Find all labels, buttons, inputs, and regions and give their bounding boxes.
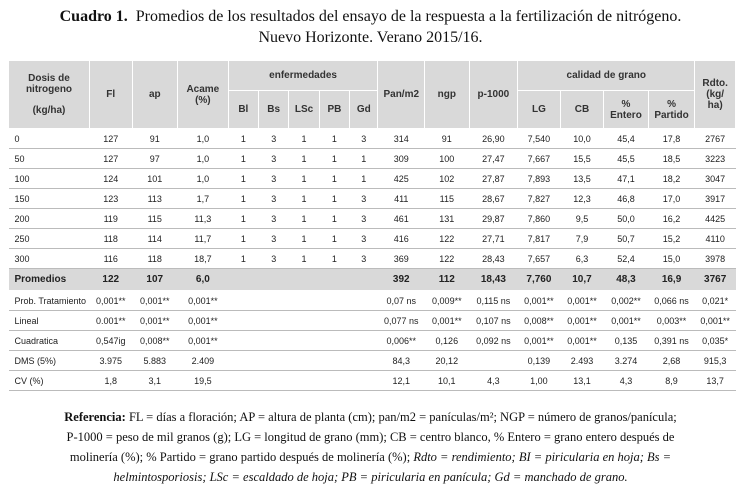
table-cell: 3: [259, 169, 289, 189]
header-entero: % Entero: [604, 91, 649, 129]
reference-line-2: P-1000 = peso de mil granos (g); LG = longitud de grano (mm); CB = centro blanco, % Entero = grano entero después de: [66, 430, 675, 444]
table-cell: 1: [228, 229, 258, 249]
table-cell: 0,001**: [89, 291, 132, 311]
table-cell: 7,657: [518, 249, 561, 269]
table-cell: 0,001**: [178, 311, 229, 331]
table-cell: 1: [350, 149, 378, 169]
caption-title: Promedios de los resultados del ensayo de la respuesta a la fertilización de nitrógeno.: [135, 8, 682, 25]
table-row: [9, 229, 736, 249]
table-row: [9, 169, 736, 189]
table-cell: 1: [228, 209, 258, 229]
table-cell: 15,5: [560, 149, 604, 169]
table-cell: 13,5: [560, 169, 604, 189]
table-cell: [319, 371, 349, 391]
table-cell: 1: [319, 209, 349, 229]
header-fl: Fl: [89, 61, 132, 129]
table-cell: 3: [259, 209, 289, 229]
table-cell: 0,126: [425, 331, 470, 351]
table-cell: 91: [132, 129, 178, 149]
table-cell: 12,3: [560, 189, 604, 209]
table-cell: 0,001**: [560, 331, 604, 351]
table-cell: 1: [319, 149, 349, 169]
table-cell: [350, 269, 378, 291]
stat-row: [9, 351, 736, 371]
table-cell: 3: [259, 129, 289, 149]
table-cell: 4425: [695, 209, 736, 229]
table-cell: 1,00: [518, 371, 561, 391]
table-cell: 116: [89, 249, 132, 269]
table-cell: 416: [378, 229, 425, 249]
table-cell: 7,827: [518, 189, 561, 209]
table-cell: 28,43: [469, 249, 518, 269]
table-cell: 1: [228, 129, 258, 149]
table-cell: 19,5: [178, 371, 229, 391]
table-cell: 8,9: [648, 371, 695, 391]
table-cell: [350, 311, 378, 331]
table-cell: 1: [228, 169, 258, 189]
table-cell: 18,2: [648, 169, 695, 189]
reference-line-3: molinería (%); % Partido = grano partido después de molinería (%); Rdto = rendimiento; BI = piricularia en hoja; Bs =: [69, 450, 672, 464]
table-cell: 0,107 ns: [469, 311, 518, 331]
header-lsc: LSc: [289, 91, 319, 129]
table-cell: 124: [89, 169, 132, 189]
table-cell: 0,115 ns: [469, 291, 518, 311]
table-cell: 1: [319, 169, 349, 189]
table-cell: 0,008**: [518, 311, 561, 331]
header-enfermedades: enfermedades: [228, 61, 378, 91]
table-cell: 7,760: [518, 269, 561, 291]
row-label: Prob. Tratamiento: [9, 291, 90, 311]
table-cell: 7,860: [518, 209, 561, 229]
table-cell: 6,0: [178, 269, 229, 291]
table-cell: 0,001**: [518, 331, 561, 351]
table-cell: [289, 291, 319, 311]
table-cell: 0,139: [518, 351, 561, 371]
table-cell: 119: [89, 209, 132, 229]
table-cell: 107: [132, 269, 178, 291]
table-cell: [350, 291, 378, 311]
table-cell: 0,001**: [132, 311, 178, 331]
table-cell: 0,001**: [425, 311, 470, 331]
table-cell: 1: [289, 189, 319, 209]
table-cell: 3: [259, 229, 289, 249]
table-row: [9, 249, 736, 269]
table-cell: [350, 351, 378, 371]
table-cell: 0,092 ns: [469, 331, 518, 351]
table-cell: [469, 351, 518, 371]
table-cell: 309: [378, 149, 425, 169]
reference-line-1: Referencia: FL = días a floración; AP = altura de planta (cm); pan/m2 = panículas/m²; NGP = número de granos/panícula;: [64, 410, 677, 424]
table-cell: 3047: [695, 169, 736, 189]
table-cell: 0,002**: [604, 291, 649, 311]
table-cell: 0,001**: [518, 291, 561, 311]
table-cell: [319, 331, 349, 351]
row-label: 0: [9, 129, 90, 149]
table-cell: 915,3: [695, 351, 736, 371]
table-cell: 425: [378, 169, 425, 189]
table-body: [9, 129, 736, 391]
table-cell: 7,9: [560, 229, 604, 249]
table-row: [9, 149, 736, 169]
table-cell: 1: [289, 149, 319, 169]
row-label: Promedios: [9, 269, 90, 291]
table-cell: 5.883: [132, 351, 178, 371]
row-label: 200: [9, 209, 90, 229]
table-cell: 0,006**: [378, 331, 425, 351]
promedios-row: [9, 269, 736, 291]
header-bs: Bs: [259, 91, 289, 129]
results-table: [8, 60, 736, 391]
table-cell: 6,3: [560, 249, 604, 269]
table-cell: [228, 351, 258, 371]
stat-row: [9, 311, 736, 331]
table-cell: 3: [350, 129, 378, 149]
table-cell: 50,0: [604, 209, 649, 229]
table-cell: 12,1: [378, 371, 425, 391]
table-cell: [350, 331, 378, 351]
table-cell: 9,5: [560, 209, 604, 229]
table-cell: 0,003**: [648, 311, 695, 331]
header-calidad: calidad de grano: [518, 61, 695, 91]
table-caption: [0, 6, 741, 48]
table-cell: 115: [132, 209, 178, 229]
row-label: Lineal: [9, 311, 90, 331]
table-cell: 3: [350, 229, 378, 249]
table-cell: 461: [378, 209, 425, 229]
header-bl: Bl: [228, 91, 258, 129]
table-cell: 3,1: [132, 371, 178, 391]
table-cell: 127: [89, 129, 132, 149]
table-cell: 1,0: [178, 129, 229, 149]
table-cell: 100: [425, 149, 470, 169]
table-cell: 2.409: [178, 351, 229, 371]
table-cell: 0.001**: [89, 311, 132, 331]
table-cell: 1: [228, 149, 258, 169]
table-cell: 1: [228, 249, 258, 269]
table-cell: [289, 311, 319, 331]
table-cell: [259, 331, 289, 351]
table-cell: 13,7: [695, 371, 736, 391]
header-p1000: p-1000: [469, 61, 518, 129]
table-cell: 84,3: [378, 351, 425, 371]
reference-note: [0, 407, 741, 487]
table-cell: 3.274: [604, 351, 649, 371]
table-cell: 1: [289, 129, 319, 149]
table-cell: 1,0: [178, 149, 229, 169]
table-cell: 3223: [695, 149, 736, 169]
table-cell: 369: [378, 249, 425, 269]
table-cell: 1: [319, 229, 349, 249]
table-cell: [289, 331, 319, 351]
table-cell: 20,12: [425, 351, 470, 371]
table-cell: [319, 269, 349, 291]
table-cell: 0,391 ns: [648, 331, 695, 351]
table-cell: 0,07 ns: [378, 291, 425, 311]
table-cell: 27,87: [469, 169, 518, 189]
table-cell: 0,547ig: [89, 331, 132, 351]
header-partido: % Partido: [648, 91, 695, 129]
table-cell: 3917: [695, 189, 736, 209]
table-cell: 113: [132, 189, 178, 209]
table-cell: 3: [259, 189, 289, 209]
header-dosis: Dosis de nitrogeno (kg/ha): [9, 61, 90, 129]
table-cell: 131: [425, 209, 470, 229]
table-cell: 17,0: [648, 189, 695, 209]
table-cell: 3: [350, 249, 378, 269]
table-cell: 0,135: [604, 331, 649, 351]
table-cell: 27,47: [469, 149, 518, 169]
table-cell: [319, 291, 349, 311]
table-cell: 28,67: [469, 189, 518, 209]
table-cell: [259, 269, 289, 291]
table-cell: 123: [89, 189, 132, 209]
table-cell: 314: [378, 129, 425, 149]
table-cell: 1: [289, 249, 319, 269]
table-row: [9, 129, 736, 149]
table-cell: 97: [132, 149, 178, 169]
table-cell: 29,87: [469, 209, 518, 229]
table-cell: [228, 269, 258, 291]
table-cell: 45,4: [604, 129, 649, 149]
row-label: DMS (5%): [9, 351, 90, 371]
table-cell: 0,001**: [695, 311, 736, 331]
table-cell: [259, 371, 289, 391]
table-cell: 122: [425, 229, 470, 249]
table-cell: 3: [259, 249, 289, 269]
table-cell: 1: [228, 189, 258, 209]
table-cell: [228, 311, 258, 331]
table-cell: 0,066 ns: [648, 291, 695, 311]
table-cell: 45,5: [604, 149, 649, 169]
table-cell: 101: [132, 169, 178, 189]
table-cell: 11,3: [178, 209, 229, 229]
table-cell: 0,009**: [425, 291, 470, 311]
stat-row: [9, 371, 736, 391]
table-cell: 18,7: [178, 249, 229, 269]
caption-line-1: [0, 6, 741, 27]
header-acame: Acame (%): [178, 61, 229, 129]
header-pb: PB: [319, 91, 349, 129]
table-cell: 0,001**: [604, 311, 649, 331]
table-cell: 15,2: [648, 229, 695, 249]
table-cell: 3.975: [89, 351, 132, 371]
table-cell: 48,3: [604, 269, 649, 291]
table-cell: 3: [350, 209, 378, 229]
table-cell: 1,8: [89, 371, 132, 391]
table-cell: 3: [350, 189, 378, 209]
table-cell: 112: [425, 269, 470, 291]
table-cell: [350, 371, 378, 391]
header-ngp: ngp: [425, 61, 470, 129]
table-row: [9, 209, 736, 229]
table-cell: 46,8: [604, 189, 649, 209]
table-cell: 122: [425, 249, 470, 269]
header-rdto: Rdto. (kg/ ha): [695, 61, 736, 129]
header-cb: CB: [560, 91, 604, 129]
table-cell: 115: [425, 189, 470, 209]
caption-label: Cuadro 1.: [59, 8, 128, 25]
table-cell: 2.493: [560, 351, 604, 371]
row-label: CV (%): [9, 371, 90, 391]
table-cell: 4,3: [604, 371, 649, 391]
table-cell: [259, 291, 289, 311]
table-cell: 118: [89, 229, 132, 249]
table-cell: 1: [319, 249, 349, 269]
table-cell: 1: [319, 129, 349, 149]
table-cell: 3978: [695, 249, 736, 269]
table-cell: 1: [289, 229, 319, 249]
table-cell: 11,7: [178, 229, 229, 249]
table-cell: 0,008**: [132, 331, 178, 351]
table-cell: 3767: [695, 269, 736, 291]
table-cell: [319, 311, 349, 331]
stat-row: [9, 331, 736, 351]
reference-line-4: helmintosporiosis; LSc = escaldado de hoja; PB = piricularia en panícula; Gd = manchado de grano.: [113, 470, 628, 484]
table-cell: 1: [289, 169, 319, 189]
table-cell: 47,1: [604, 169, 649, 189]
table-cell: 0,001**: [132, 291, 178, 311]
table-cell: 4110: [695, 229, 736, 249]
table-cell: 10,1: [425, 371, 470, 391]
table-cell: 10,7: [560, 269, 604, 291]
row-label: Cuadratica: [9, 331, 90, 351]
table-cell: 52,4: [604, 249, 649, 269]
table-cell: 3: [259, 149, 289, 169]
table-cell: 27,71: [469, 229, 518, 249]
table-cell: [228, 291, 258, 311]
table-cell: 18,43: [469, 269, 518, 291]
table-cell: 1: [319, 189, 349, 209]
header-lg: LG: [518, 91, 561, 129]
table-cell: 0,001**: [178, 291, 229, 311]
table-cell: 16,9: [648, 269, 695, 291]
table-cell: [228, 371, 258, 391]
table-cell: 1,0: [178, 169, 229, 189]
table-cell: [289, 269, 319, 291]
table-cell: 102: [425, 169, 470, 189]
table-cell: 2767: [695, 129, 736, 149]
table-cell: 18,5: [648, 149, 695, 169]
reference-label: Referencia:: [64, 410, 126, 424]
row-label: 300: [9, 249, 90, 269]
table-cell: 118: [132, 249, 178, 269]
table-row: [9, 189, 736, 209]
table-cell: 7,893: [518, 169, 561, 189]
table-cell: [319, 351, 349, 371]
table-cell: 127: [89, 149, 132, 169]
row-label: 100: [9, 169, 90, 189]
table-cell: 392: [378, 269, 425, 291]
row-label: 150: [9, 189, 90, 209]
table-cell: 17,8: [648, 129, 695, 149]
table-cell: [259, 351, 289, 371]
table-cell: 15,0: [648, 249, 695, 269]
header-gd: Gd: [350, 91, 378, 129]
table-header: [9, 61, 736, 129]
table-cell: 4,3: [469, 371, 518, 391]
table-cell: 26,90: [469, 129, 518, 149]
header-ap: ap: [132, 61, 178, 129]
table-cell: 0,021*: [695, 291, 736, 311]
table-cell: 91: [425, 129, 470, 149]
row-label: 250: [9, 229, 90, 249]
caption-line-2: Nuevo Horizonte. Verano 2015/16.: [258, 29, 483, 46]
table-cell: 114: [132, 229, 178, 249]
table-cell: 0,035*: [695, 331, 736, 351]
table-cell: 16,2: [648, 209, 695, 229]
table-cell: 7,667: [518, 149, 561, 169]
table-cell: 1,7: [178, 189, 229, 209]
table-cell: 50,7: [604, 229, 649, 249]
table-cell: 0,001**: [560, 291, 604, 311]
table-cell: 0,001**: [560, 311, 604, 331]
table-cell: 0,001**: [178, 331, 229, 351]
row-label: 50: [9, 149, 90, 169]
stat-row: [9, 291, 736, 311]
table-cell: 411: [378, 189, 425, 209]
header-pan: Pan/m2: [378, 61, 425, 129]
table-cell: 122: [89, 269, 132, 291]
table-cell: 1: [350, 169, 378, 189]
table-cell: 7,817: [518, 229, 561, 249]
table-cell: 7,540: [518, 129, 561, 149]
table-cell: 13,1: [560, 371, 604, 391]
table-cell: 10,0: [560, 129, 604, 149]
table-cell: 2,68: [648, 351, 695, 371]
table-cell: [228, 331, 258, 351]
table-cell: [289, 371, 319, 391]
table-cell: [259, 311, 289, 331]
table-cell: [289, 351, 319, 371]
table-cell: 1: [289, 209, 319, 229]
table-cell: 0,077 ns: [378, 311, 425, 331]
